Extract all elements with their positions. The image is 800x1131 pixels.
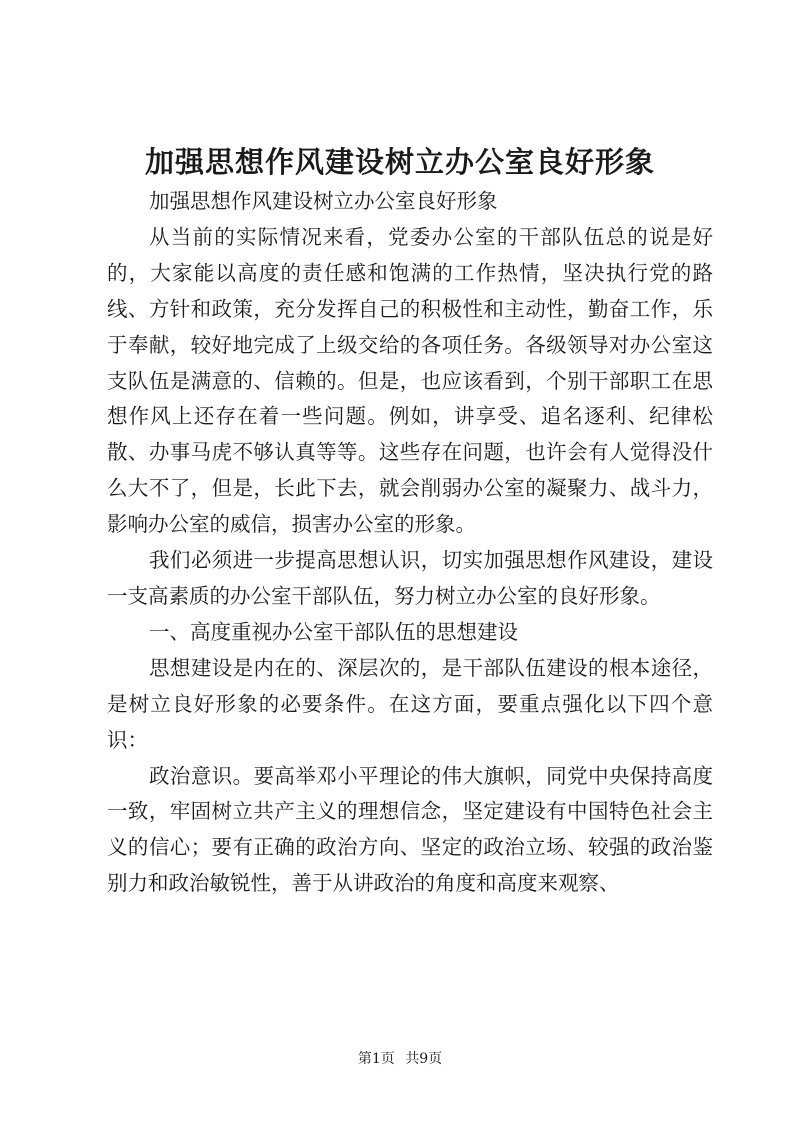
- document-title: 加强思想作风建设树立办公室良好形象: [144, 145, 655, 179]
- body-paragraph: 思想建设是内在的、深层次的，是干部队伍建设的根本途径，是树立良好形象的必要条件。在这方面，要重点强化以下四个意识：: [107, 655, 713, 752]
- body-paragraph: 我们必须进一步提高思想认识，切实加强思想作风建设，建设一支高素质的办公室干部队伍，努力树立办公室的良好形象。: [107, 548, 713, 608]
- page-total: 共9页: [405, 1051, 443, 1067]
- document-body: [107, 184, 713, 902]
- page-footer: [0, 1049, 800, 1069]
- subtitle-paragraph: 加强思想作风建设树立办公室良好形象: [149, 189, 498, 213]
- body-paragraph: 政治意识。要高举邓小平理论的伟大旗帜，同党中央保持高度一致，牢固树立共产主义的理想信念，坚定建设有中国特色社会主义的信心；要有正确的政治方向、坚定的政治立场、较强的政治鉴别力和政治敏锐性，善于从讲政治的角度和高度来观察、: [107, 763, 713, 896]
- body-paragraph: 从当前的实际情况来看，党委办公室的干部队伍总的说是好的，大家能以高度的责任感和饱满的工作热情，坚决执行党的路线、方针和政策，充分发挥自己的积极性和主动性，勤奋工作，乐于奉献，较好地完成了上级交给的各项任务。各级领导对办公室这支队伍是满意的、信赖的。但是，也应该看到，个别干部职工在思想作风上还存在着一些问题。例如，讲享受、追名逐利、纪律松散、办事马虎不够认真等等。这些存在问题，也许会有人觉得没什么大不了，但是，长此下去，就会削弱办公室的凝聚力、战斗力，影响办公室的威信，损害办公室的形象。: [107, 224, 713, 537]
- section-heading: 一、高度重视办公室干部队伍的思想建设: [149, 619, 519, 644]
- page-number: 第1页: [357, 1051, 395, 1067]
